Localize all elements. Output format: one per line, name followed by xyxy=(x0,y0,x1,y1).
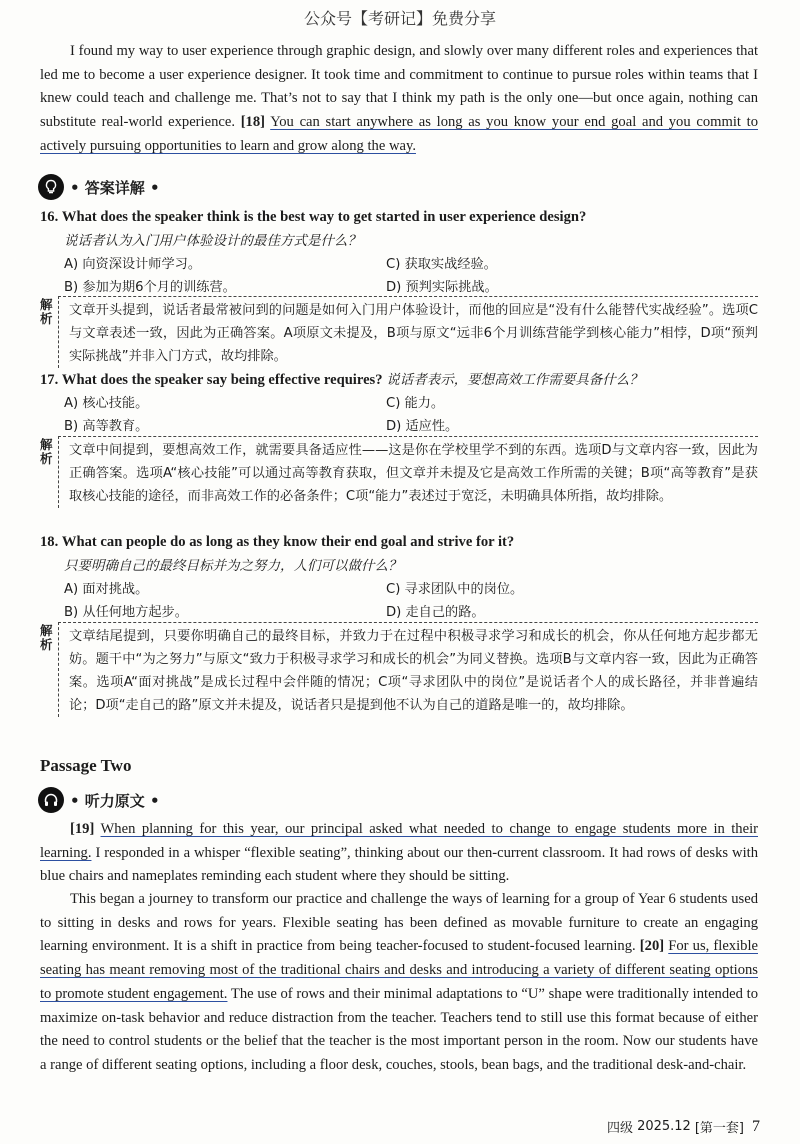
footer-set-label: [第一套] xyxy=(694,1121,744,1136)
question-marker: [20] xyxy=(639,938,665,955)
option-b: B) 高等教育。 xyxy=(64,419,149,434)
transcript-paragraph-2 xyxy=(40,888,758,1078)
question-text-zh: 说话者认为入门用户体验设计的最佳方式是什么？ xyxy=(64,233,361,249)
option-a: A) 核心技能。 xyxy=(64,396,149,411)
option-a: A) 向资深设计师学习。 xyxy=(64,257,202,272)
analysis-tag: 解析 xyxy=(40,297,53,326)
option-c: C) 获取实战经验。 xyxy=(386,257,497,272)
headphones-icon xyxy=(38,787,64,813)
option-b: B) 从任何地方起步。 xyxy=(64,605,188,620)
question-17 xyxy=(40,368,760,438)
transcript-heading xyxy=(38,786,160,814)
analysis-text: 文章中间提到，要想高效工作，就需要具备适应性——这是你在学校里学不到的东西。选项D与文章内容一致，因此为正确答案。选项A“核心技能”可以通过高等教育获取，但文章并未提及它是高效工作所需的关键；B项“高等教育”是获取核心技能的途径，而非高效工作的必备条件；C项“能力”表述过于宽泛，未明确具体所指，故均排除。 xyxy=(58,436,758,508)
analysis-18 xyxy=(40,622,760,742)
option-d: D) 走自己的路。 xyxy=(386,605,485,620)
option-c: C) 能力。 xyxy=(386,396,445,411)
option-c: C) 寻求团队中的岗位。 xyxy=(386,582,524,597)
question-number: 17. xyxy=(40,372,59,388)
question-18 xyxy=(40,530,760,624)
analysis-17 xyxy=(40,436,760,531)
question-number: 16. xyxy=(40,209,59,225)
analysis-tag: 解析 xyxy=(40,623,53,652)
option-d: D) 适应性。 xyxy=(386,419,459,434)
footer-set: 第一套 xyxy=(699,1121,739,1136)
transcript-heading-label: • 听力原文 • xyxy=(70,791,160,810)
paragraph-text: This began a journey to transform our practice and challenge the ways of learning for a group of Year 6 students used to sitting in desks and rows for years. Flexible seating has been defined as movable furniture to create an engaging learning environment. It is a shift in practice from being teacher-focused to student-focused learning. xyxy=(40,891,758,955)
analysis-text: 文章开头提到，说话者最常被问到的问题是如何入门用户体验设计，而他的回应是“没有什么能替代实战经验”。选项C与文章表述一致，因此为正确答案。A项原文未提及，B项与原文“远非6个月训练营能学到核心能力”相悖，D项“预判实际挑战”并非入门方式，故均排除。 xyxy=(58,296,758,368)
question-text-zh: 只要明确自己的最终目标并为之努力，人们可以做什么？ xyxy=(64,558,402,574)
paragraph-text: I responded in a whisper “flexible seating”, thinking about our then-current classroom. It had rows of desks with blue chairs and nameplates reminding each student where they should be sitting. xyxy=(40,844,758,885)
answers-heading-label: • 答案详解 • xyxy=(70,178,160,197)
transcript-paragraph-1 xyxy=(40,818,758,889)
question-number: 18. xyxy=(40,534,59,550)
footer-date: 2025.12 xyxy=(637,1119,691,1134)
page-number: 7 xyxy=(752,1117,760,1135)
question-marker: [18] xyxy=(240,114,266,131)
footer-level: 四级 xyxy=(607,1121,634,1136)
option-d: D) 预判实际挑战。 xyxy=(386,280,498,295)
analysis-tag: 解析 xyxy=(40,437,53,466)
paragraph-text: I found my way to user experience through graphic design, and slowly over many different roles and experiences that led me to become a user experience designer. It took time and commitment to continue to pursue roles within teams that I knew could teach and challenge me. That’s not to say that I think my path is the only one—but once again, nothing can substitute real-world experience. xyxy=(40,43,758,131)
option-a: A) 面对挑战。 xyxy=(64,582,149,597)
question-text-en: What can people do as long as they know their end goal and strive for it? xyxy=(61,534,515,550)
passage-title: Passage Two xyxy=(40,756,132,775)
question-text-en: What does the speaker think is the best way to get started in user experience design? xyxy=(61,209,587,225)
page-footer xyxy=(607,1117,760,1136)
analysis-text: 文章结尾提到，只要你明确自己的最终目标，并致力于在过程中积极寻求学习和成长的机会，你从任何地方起步都无妨。题干中“为之努力”与原文“致力于积极寻求学习和成长的机会”为同义替换。选项B与文章内容一致，因此为正确答案。选项A“面对挑战”是成长过程中会伴随的情况；C项“寻求团队中的岗位”是说话者个人的成长路径，并非普遍结论；D项“走自己的路”原文并未提及，说话者只是提到他不认为自己的道路是唯一的，故均排除。 xyxy=(58,622,758,717)
option-b: B) 参加为期6个月的训练营。 xyxy=(64,280,236,295)
analysis-16 xyxy=(40,296,760,366)
question-text-zh: 说话者表示，要想高效工作需要具备什么？ xyxy=(386,372,643,388)
question-16 xyxy=(40,205,760,299)
underlined-answer-text: When planning for this year, our principal asked what needed to change to engage students more in their learning. xyxy=(40,821,758,861)
answers-heading xyxy=(38,173,160,201)
paragraph-text: The use of rows and their minimal adaptations to “U” shape were traditionally intended to maximize on-task behavior and reduce distraction from the teacher. Teachers tend to still use this format because of either the need to control students or the belief that the teacher is the most important person in the room. Now our students have a range of different seating options, including a floor desk, couches, stools, bean bags, and the traditional desk-and-chair. xyxy=(40,985,758,1073)
lightbulb-icon xyxy=(38,174,64,200)
underlined-answer-text: For us, flexible seating has meant removing most of the traditional chairs and desks and introducing a variety of different seating options to promote student engagement. xyxy=(40,938,758,1002)
underlined-answer-text: You can start anywhere as long as you know your end goal and you commit to actively pursuing opportunities to learn and grow along the way. xyxy=(40,114,758,154)
passage-one-paragraph xyxy=(40,40,758,159)
question-marker: [19] xyxy=(70,821,95,837)
question-text-en: What does the speaker say being effective requires? xyxy=(61,372,383,388)
source-watermark: 公众号【考研记】免费分享 xyxy=(303,9,496,28)
